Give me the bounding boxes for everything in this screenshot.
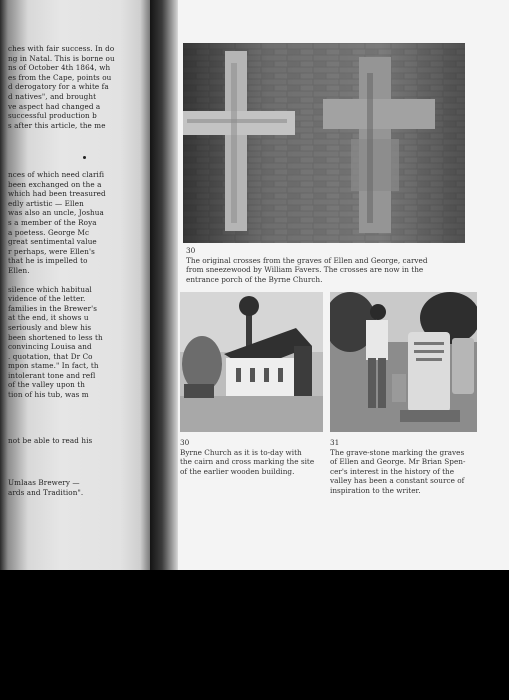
left-text-block-4 — [8, 478, 150, 497]
book-gutter — [150, 0, 180, 578]
caption-number: 30 — [186, 246, 196, 255]
church-image — [180, 292, 323, 432]
caption-line: The original crosses from the graves of Ellen and George, carved — [186, 255, 428, 265]
caption-crosses — [186, 246, 428, 284]
text-line: d derogatory for a white fa — [8, 82, 109, 92]
crosses-image — [183, 43, 465, 243]
text-line: d natives", and brought — [8, 91, 97, 101]
text-line: Ellen. — [8, 265, 30, 275]
text-line: of the valley upon th — [8, 380, 85, 390]
gravestone-image — [330, 292, 477, 432]
text-line: ns of October 4th 1864, wh — [8, 63, 111, 73]
caption-line: cer's interest in the history of the — [330, 466, 455, 476]
bullet-dot — [83, 156, 86, 159]
left-text-block-3 — [8, 436, 150, 446]
caption-line: The grave-stone marking the graves — [330, 447, 465, 457]
text-line: r perhaps, were Ellen's — [8, 246, 95, 256]
caption-line: valley has been a constant source of — [330, 476, 465, 485]
text-line: intolerant tone and refl — [8, 370, 96, 380]
text-line: . quotation, that Dr Co — [8, 351, 93, 361]
photo-crosses — [183, 43, 465, 243]
text-line: silence which habitual — [8, 284, 92, 294]
caption-line: inspiration to the writer. — [330, 485, 421, 495]
text-line: ards and Tradition". — [8, 487, 84, 497]
text-line: es from the Cape, points ou — [8, 72, 112, 82]
text-line: families in the Brewer's — [8, 303, 98, 313]
caption-church — [180, 438, 314, 476]
text-line: edly artistic — Ellen — [8, 198, 84, 208]
text-line: great sentimental value — [8, 237, 97, 247]
caption-line: entrance porch of the Byrne Church. — [186, 274, 323, 284]
text-line: Umlaas Brewery — — [8, 478, 80, 487]
text-line: which had been treasured — [8, 189, 106, 199]
text-line: at the end, it shows u — [8, 313, 89, 323]
text-line: successful production b — [8, 111, 97, 121]
left-page — [0, 0, 158, 578]
text-line: convincing Louisa and — [8, 342, 92, 352]
text-line: s a member of the Roya — [8, 217, 97, 227]
text-line: ches with fair success. In do — [8, 44, 115, 53]
background-shadow — [0, 570, 509, 700]
text-line: vidence of the letter. — [8, 294, 86, 304]
text-line: seriously and blew his — [8, 322, 92, 332]
caption-gravestone — [330, 438, 465, 495]
text-line: not be able to read his — [8, 436, 93, 445]
text-line: a poetess. George Mc — [8, 227, 90, 237]
text-line: ve aspect had changed a — [8, 101, 101, 111]
photo-gravestone — [330, 292, 477, 432]
text-line: mpon stame." In fact, th — [8, 361, 99, 371]
caption-line: of the earlier wooden building. — [180, 466, 295, 476]
caption-line: Byrne Church as it is to-day with — [180, 447, 302, 457]
left-text-block-1 — [8, 44, 150, 130]
text-line: been exchanged on the a — [8, 179, 102, 189]
caption-number: 30 — [180, 438, 190, 447]
text-line: tion of his tub, was m — [8, 390, 89, 400]
text-line: that he is impelled to — [8, 256, 88, 266]
text-line: s after this article, the me — [8, 120, 106, 130]
caption-number: 31 — [330, 438, 340, 447]
left-text-block-2 — [8, 170, 150, 400]
text-line: nces of which need clarifi — [8, 170, 105, 179]
caption-line: from sneezewood by William Favers. The crosses are now in the — [186, 265, 424, 274]
photo-church — [180, 292, 323, 432]
caption-line: the cairn and cross marking the site — [180, 457, 315, 466]
text-line: was also an uncle, Joshua — [8, 208, 104, 218]
text-line: been shortened to less th — [8, 332, 103, 342]
caption-line: of Ellen and George. Mr Brian Spen- — [330, 457, 466, 466]
text-line: ng in Natal. This is borne ou — [8, 53, 115, 63]
